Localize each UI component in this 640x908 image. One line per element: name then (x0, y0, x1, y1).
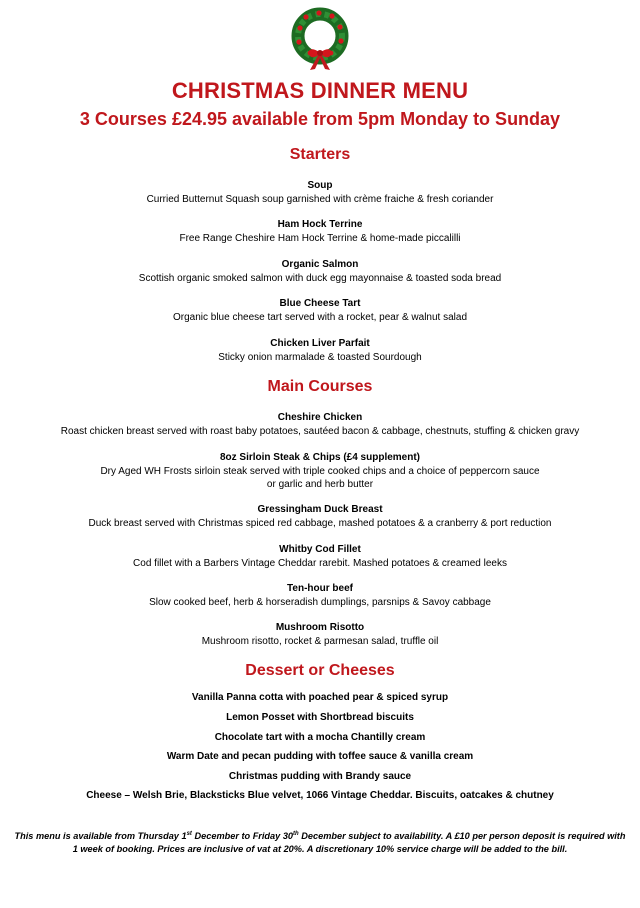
item-description: Organic blue cheese tart served with a rocket, pear & walnut salad (172, 311, 468, 323)
menu-item (0, 543, 640, 570)
dessert-item: Lemon Posset with Shortbread biscuits (226, 712, 414, 723)
item-name: Chicken Liver Parfait (270, 338, 370, 349)
item-description: Dry Aged WH Frosts sirloin steak served with triple cooked chips and a choice of peppercorn sauce (100, 465, 540, 477)
menu-item (0, 503, 640, 530)
menu-item (0, 337, 640, 364)
menu-item (0, 297, 640, 324)
menu-subtitle: 3 Courses £24.95 available from 5pm Monday to Sunday (79, 109, 561, 129)
terms-line-2: 1 week of booking. Prices are inclusive of vat at 20%. A discretionary 10% service charge will be added to the bill. (72, 844, 568, 855)
menu-item (0, 451, 640, 492)
item-description-continued: or garlic and herb butter (266, 479, 374, 490)
terms-text: December to Friday 30 (191, 831, 294, 842)
item-description: Scottish organic smoked salmon with duck egg mayonnaise & toasted soda bread (138, 272, 502, 284)
item-name: Organic Salmon (281, 259, 359, 270)
item-description: Sticky onion marmalade & toasted Sourdough (218, 351, 422, 363)
item-name: Blue Cheese Tart (279, 298, 361, 309)
item-name: Ten-hour beef (287, 583, 353, 594)
menu-item (0, 218, 640, 245)
menu-title: CHRISTMAS DINNER MENU (171, 78, 469, 103)
christmas-wreath-icon (286, 6, 354, 72)
main-courses-heading: Main Courses (267, 378, 373, 395)
dessert-item: Cheese – Welsh Brie, Blacksticks Blue velvet, 1066 Vintage Cheddar. Biscuits, oatcakes & chutney (86, 790, 554, 801)
item-name: Mushroom Risotto (275, 622, 365, 633)
item-name: Gressingham Duck Breast (257, 504, 383, 515)
item-description: Cod fillet with a Barbers Vintage Cheddar rarebit. Mashed potatoes & creamed leeks (133, 557, 507, 569)
terms-text: This menu is available from Thursday 1 (14, 831, 187, 842)
item-description: Duck breast served with Christmas spiced red cabbage, mashed potatoes & a cranberry & port reduction (88, 517, 552, 529)
starters-heading: Starters (289, 146, 351, 163)
item-name: Ham Hock Terrine (277, 219, 363, 230)
ordinal-suffix: st (186, 831, 192, 837)
terms-line-1 (6, 828, 634, 843)
item-name: Cheshire Chicken (277, 412, 363, 423)
item-description: Slow cooked beef, herb & horseradish dumplings, parsnips & Savoy cabbage (149, 596, 491, 608)
item-description: Mushroom risotto, rocket & parmesan salad, truffle oil (201, 635, 439, 647)
menu-item (0, 411, 640, 438)
desserts-heading: Dessert or Cheeses (245, 662, 395, 679)
item-name: Whitby Cod Fillet (279, 544, 361, 555)
menu-item (0, 258, 640, 285)
item-name: 8oz Sirloin Steak & Chips (£4 supplement) (219, 452, 421, 463)
item-description: Free Range Cheshire Ham Hock Terrine & home-made piccalilli (179, 232, 461, 244)
dessert-item: Chocolate tart with a mocha Chantilly cream (214, 732, 426, 743)
ordinal-suffix: th (293, 831, 299, 837)
terms-text: December subject to availability. A £10 per person deposit is required with (298, 831, 626, 842)
menu-item (0, 621, 640, 648)
dessert-item: Warm Date and pecan pudding with toffee sauce & vanilla cream (166, 751, 474, 762)
menu-item (0, 179, 640, 206)
item-description: Curried Butternut Squash soup garnished with crème fraiche & fresh coriander (146, 193, 494, 205)
menu-item (0, 582, 640, 609)
dessert-item: Vanilla Panna cotta with poached pear & spiced syrup (191, 692, 449, 703)
item-description: Roast chicken breast served with roast baby potatoes, sautéed bacon & cabbage, chestnuts, stuffing & chicken gravy (60, 425, 580, 437)
item-name: Soup (307, 180, 333, 191)
terms-footer (6, 828, 634, 856)
dessert-item: Christmas pudding with Brandy sauce (228, 771, 412, 782)
